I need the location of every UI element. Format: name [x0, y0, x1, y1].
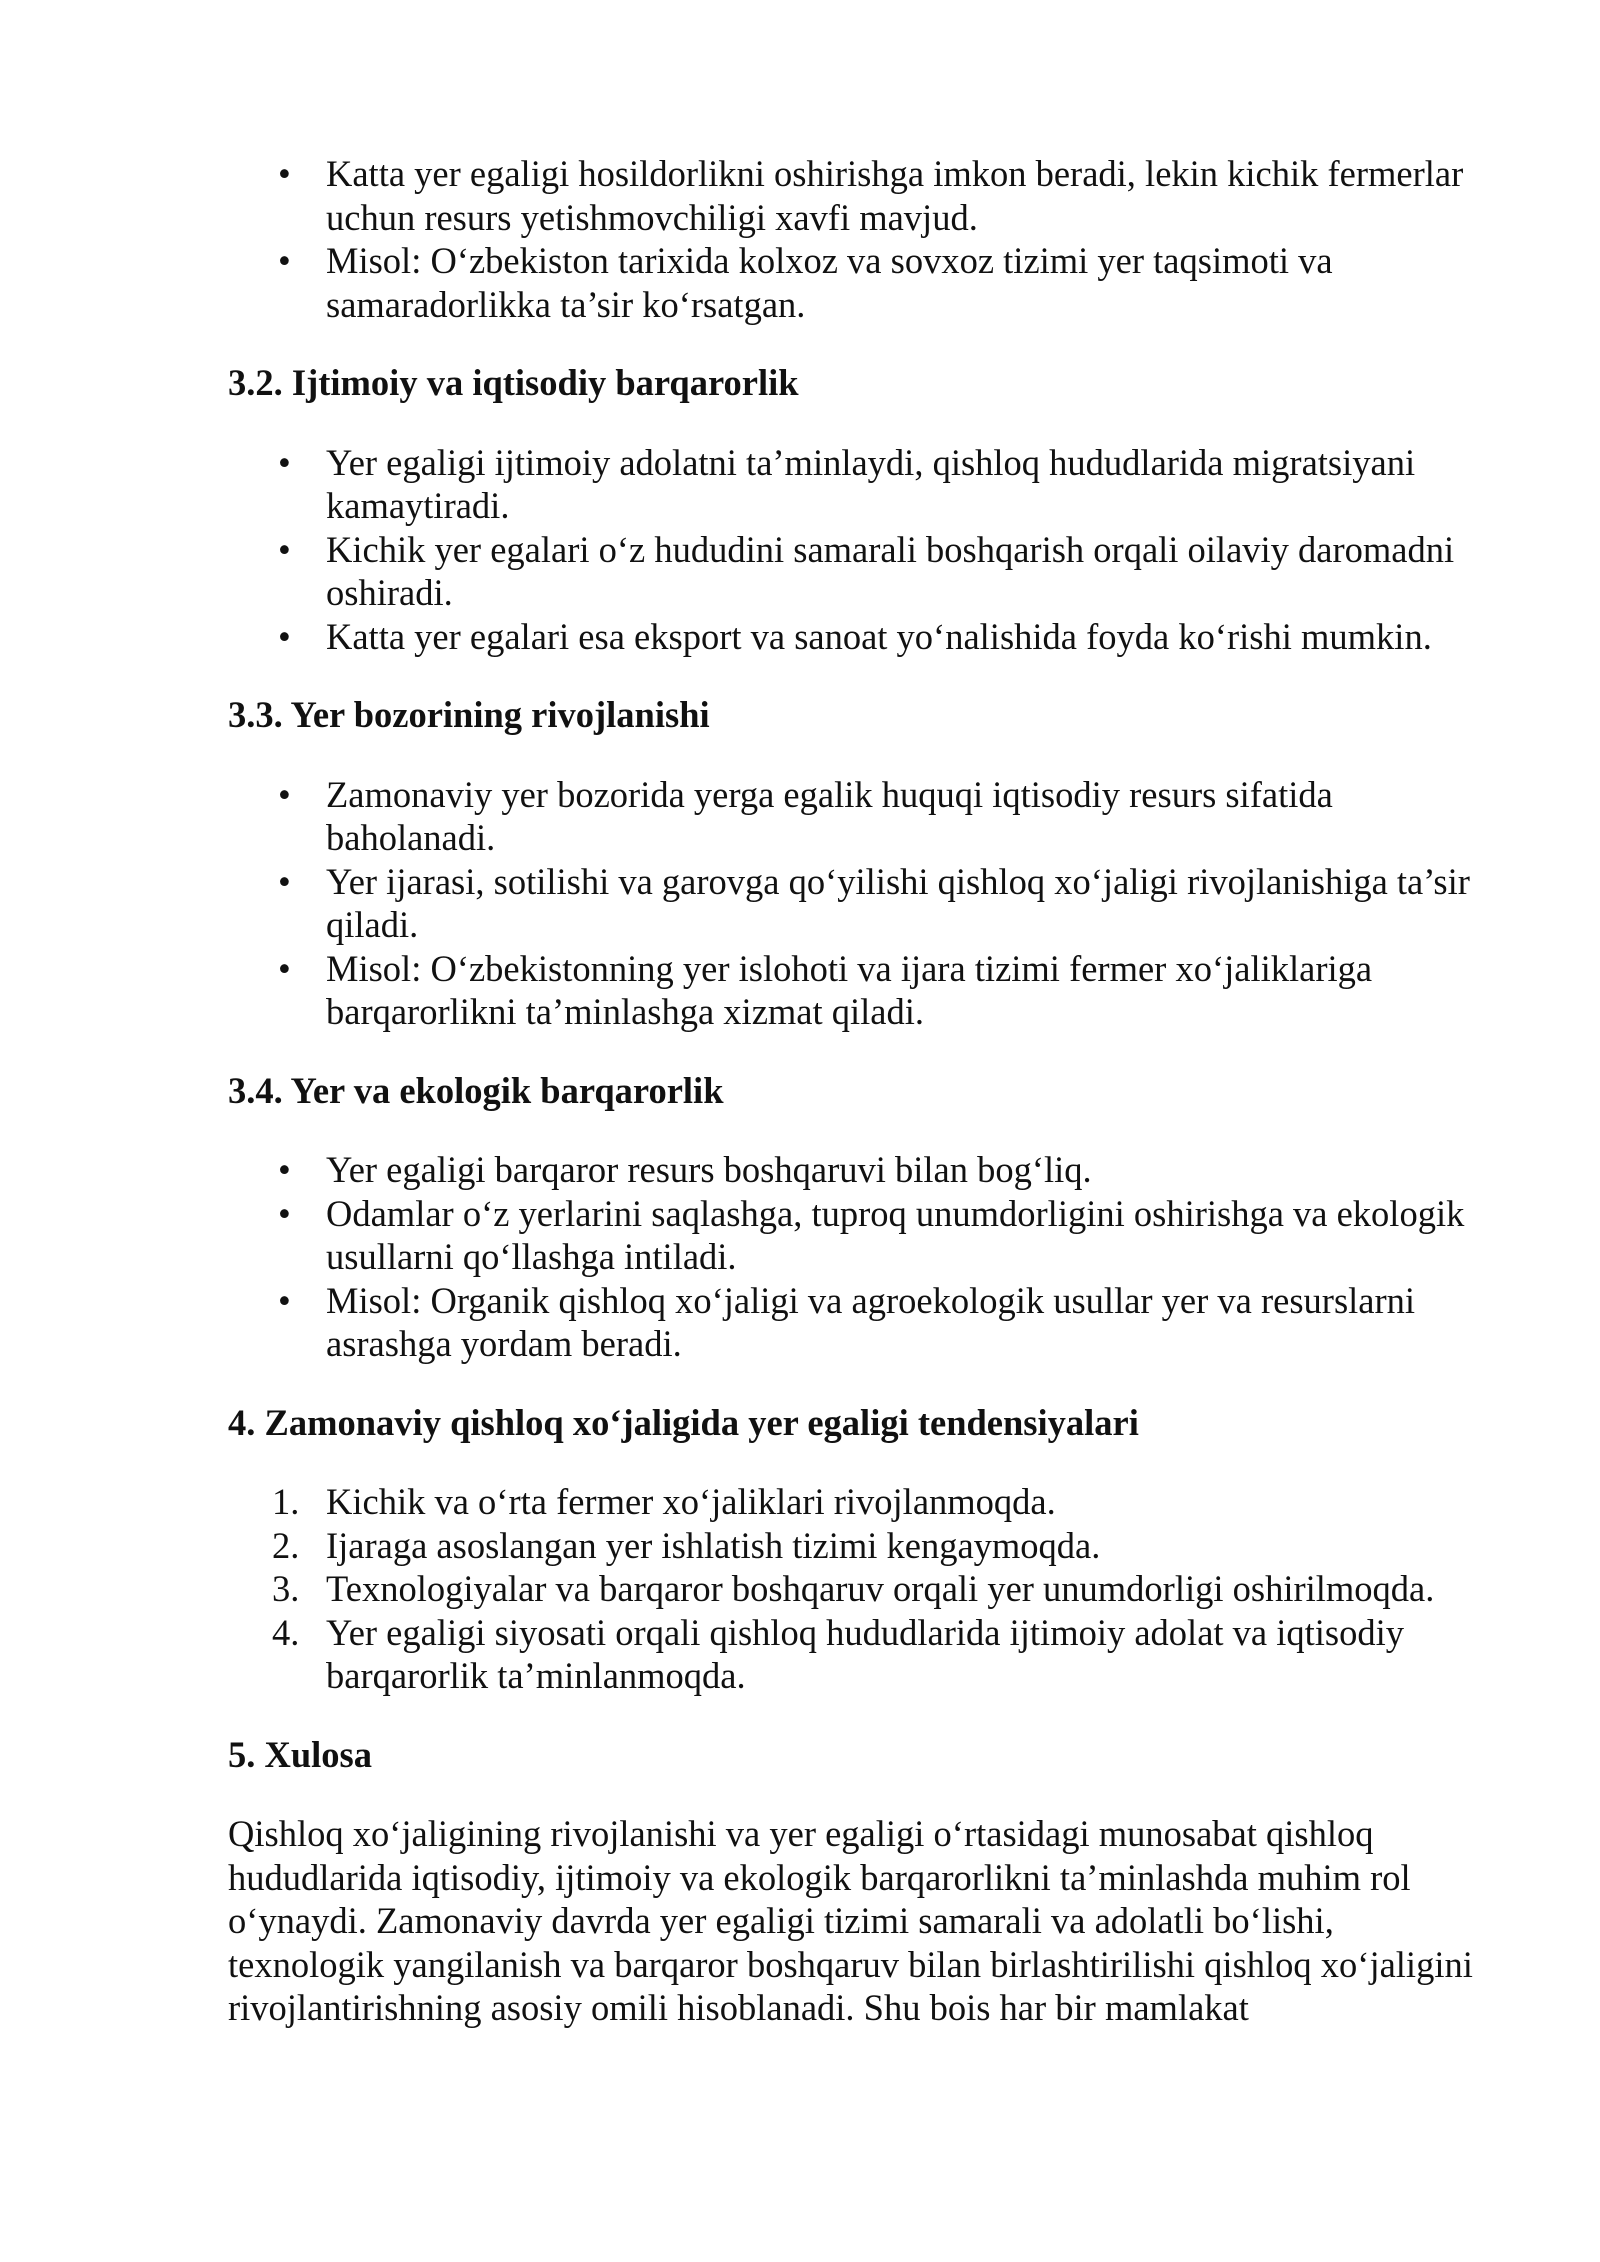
section-heading: 3.4. Yer va ekologik barqarorlik [228, 1069, 724, 1111]
list-item [228, 615, 1488, 659]
list-item [228, 528, 1488, 615]
list-item [228, 773, 1488, 860]
list-number: 1. [272, 1481, 300, 1522]
text-column [228, 152, 1488, 2030]
section-heading: 3.3. Yer bozorining rivojlanishi [228, 694, 710, 735]
section-heading: 5. Xulosa [228, 1733, 373, 1775]
list-item [228, 441, 1488, 528]
list-item-text: Katta yer egalari esa eksport va sanoat yo‘nalishida foyda ko‘rishi mumkin. [326, 615, 1432, 657]
bullet-marker: • [278, 947, 291, 989]
list-item-text: Misol: O‘zbekistonning yer islohoti va ijara tizimi fermer xo‘jaliklariga barqarorlikni ta’minlashga xizmat qiladi. [326, 947, 1373, 1032]
list-item [228, 1279, 1488, 1366]
list-item-text: Yer egaligi siyosati orqali qishloq hududlarida ijtimoiy adolat va iqtisodiy barqarorlik ta’minlanmoqda. [326, 1611, 1404, 1696]
list-item [228, 947, 1488, 1034]
bullet-marker: • [278, 528, 291, 570]
section-heading: 3.2. Ijtimoiy va iqtisodiy barqarorlik [228, 362, 799, 403]
list-item [228, 152, 1488, 239]
section-4-numbered-list [228, 1480, 1488, 1698]
list-item [228, 239, 1488, 326]
bullet-marker: • [278, 441, 291, 483]
bullet-marker: • [278, 153, 291, 194]
list-item-text: Misol: O‘zbekiston tarixida kolxoz va sovxoz tizimi yer taqsimoti va samaradorlikka ta’sir ko‘rsatgan. [326, 240, 1333, 325]
conclusion-paragraph: Qishloq xo‘jaligining rivojlanishi va yer egaligi o‘rtasidagi munosabat qishloq hududlarida iqtisodiy, ijtimoiy va ekologik barqarorlikni ta’minlashda muhim rol o‘ynaydi. Zamonaviy davrda yer egaligi tizimi samarali va adolatli bo‘lishi, texnologik yangilanish va barqaror boshqaruv bilan birlashtirilishi qishloq xo‘jaligini rivojlantirishning asosiy omili hisoblanadi. Shu bois har bir mamlakat [228, 1813, 1473, 2028]
list-item-text: Misol: Organik qishloq xo‘jaligi va agroekologik usullar yer va resurslarni asrashga yordam beradi. [326, 1279, 1416, 1364]
list-item [228, 1480, 1488, 1524]
list-item-text: Kichik va o‘rta fermer xo‘jaliklari rivojlanmoqda. [326, 1481, 1056, 1522]
bullet-marker: • [278, 1192, 291, 1234]
list-item [228, 1611, 1488, 1698]
list-item [228, 1192, 1488, 1279]
section-heading: 4. Zamonaviy qishloq xo‘jaligida yer egaligi tendensiyalari [228, 1401, 1139, 1443]
list-item-text: Yer egaligi ijtimoiy adolatni ta’minlaydi, qishloq hududlarida migratsiyani kamaytiradi. [326, 441, 1416, 526]
list-item-text: Katta yer egaligi hosildorlikni oshirishga imkon beradi, lekin kichik fermerlar uchun resurs yetishmovchiligi xavfi mavjud. [326, 153, 1464, 238]
list-number: 3. [272, 1568, 300, 1609]
list-item-text: Zamonaviy yer bozorida yerga egalik huquqi iqtisodiy resurs sifatida baholanadi. [326, 773, 1333, 858]
list-item-text: Texnologiyalar va barqaror boshqaruv orqali yer unumdorligi oshirilmoqda. [326, 1568, 1435, 1609]
section-3-4-bullet-list [228, 1148, 1488, 1366]
list-number: 2. [272, 1524, 300, 1566]
bullet-marker: • [278, 1279, 291, 1321]
section-3-3-bullet-list [228, 773, 1488, 1034]
bullet-marker: • [278, 240, 291, 281]
intro-bullet-list [228, 152, 1488, 326]
list-item [228, 1567, 1488, 1611]
section-3-2-bullet-list [228, 441, 1488, 659]
list-item-text: Kichik yer egalari o‘z hududini samarali boshqarish orqali oilaviy daromadni oshiradi. [326, 528, 1455, 613]
list-item [228, 1524, 1488, 1568]
list-item-text: Yer egaligi barqaror resurs boshqaruvi bilan bog‘liq. [326, 1149, 1092, 1190]
list-number: 4. [272, 1611, 300, 1653]
bullet-marker: • [278, 1149, 291, 1190]
list-item-text: Odamlar o‘z yerlarini saqlashga, tuproq unumdorligini oshirishga va ekologik usullarni qo‘llashga intiladi. [326, 1192, 1465, 1277]
list-item [228, 860, 1488, 947]
list-item-text: Ijaraga asoslangan yer ishlatish tizimi kengaymoqda. [326, 1524, 1101, 1566]
bullet-marker: • [278, 773, 291, 815]
bullet-marker: • [278, 860, 291, 902]
list-item [228, 1148, 1488, 1192]
bullet-marker: • [278, 615, 291, 657]
list-item-text: Yer ijarasi, sotilishi va garovga qo‘yilishi qishloq xo‘jaligi rivojlanishiga ta’sir qiladi. [326, 860, 1470, 945]
